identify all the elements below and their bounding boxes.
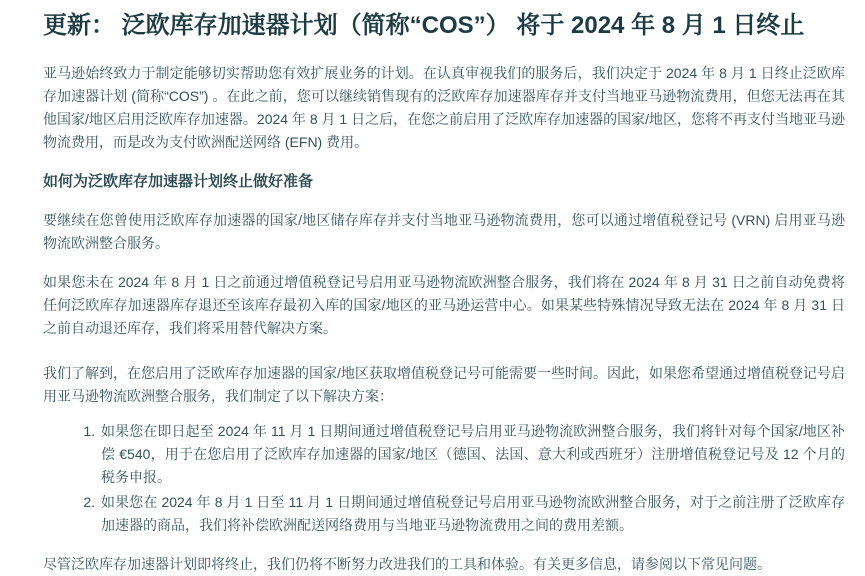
paragraph-vrn: 要继续在您曾使用泛欧库存加速器的国家/地区储存库存并支付当地亚马逊物流费用，您可以通过增值税登记号 (VRN) 启用亚马逊物流欧洲整合服务。 [43, 212, 845, 251]
paragraph-solutions-intro: 我们了解到，在您启用了泛欧库存加速器的国家/地区获取增值税登记号可能需要一些时间。因此，如果您希望通过增值税登记号启用亚马逊物流欧洲整合服务，我们制定了以下解决方案： [43, 365, 845, 404]
list-item-solution-1: 1. 如果您在即日起至 2024 年 11 月 1 日期间通过增值税登记号启用亚马逊物流欧洲整合服务，我们将针对每个国家/地区补偿 €540，用于在您启用了泛欧库存加速器的国家/地区（德国、法国、意大利或西班牙）注册增值税登记号及 12 个月的税务申报。 [99, 420, 845, 489]
page-title: 更新： 泛欧库存加速器计划（简称“COS”） 将于 2024 年 8 月 1 日终止 [43, 12, 805, 39]
paragraph-intro: 亚马逊始终致力于制定能够切实帮助您有效扩展业务的计划。在认真审视我们的服务后，我们决定于 2024 年 8 月 1 日终止泛欧库存加速器计划 (简称“COS”) 。在此之前，您可以继续销售现有的泛欧库存加速器库存并支付当地亚马逊物流费用，但您无法再在其他国家/地区启用泛欧库存加速器。2024 年 8 月 1 日之后，在您之前启用了泛欧库存加速器的国家/地区，您将不再支付当地亚马逊物流费用，而是改为支付欧洲配送网络 (EFN) 费用。 [43, 65, 845, 150]
paragraph-closing: 尽管泛欧库存加速器计划即将终止，我们仍将不断努力改进我们的工具和体验。有关更多信息，请参阅以下常见问题。 [43, 556, 771, 572]
paragraph-auto-return: 如果您未在 2024 年 8 月 1 日之前通过增值税登记号启用亚马逊物流欧洲整合服务，我们将在 2024 年 8 月 31 日之前自动免费将任何泛欧库存加速器库存退还至该库存最初入库的国家/地区的亚马逊运营中心。如果某些特殊情况导致无法在 2024 年 8 月 31 日之前自动退还库存，我们将采用替代解决方案。 [43, 274, 845, 336]
section-heading-prepare: 如何为泛欧库存加速器计划终止做好准备 [43, 173, 314, 190]
solutions-list [43, 420, 845, 537]
list-item-solution-2: 2. 如果您在 2024 年 8 月 1 日至 11 月 1 日期间通过增值税登记号启用亚马逊物流欧洲整合服务，对于之前注册了泛欧库存加速器的商品，我们将补偿欧洲配送网络费用与当地亚马逊物流费用之间的费用差额。 [99, 491, 845, 537]
